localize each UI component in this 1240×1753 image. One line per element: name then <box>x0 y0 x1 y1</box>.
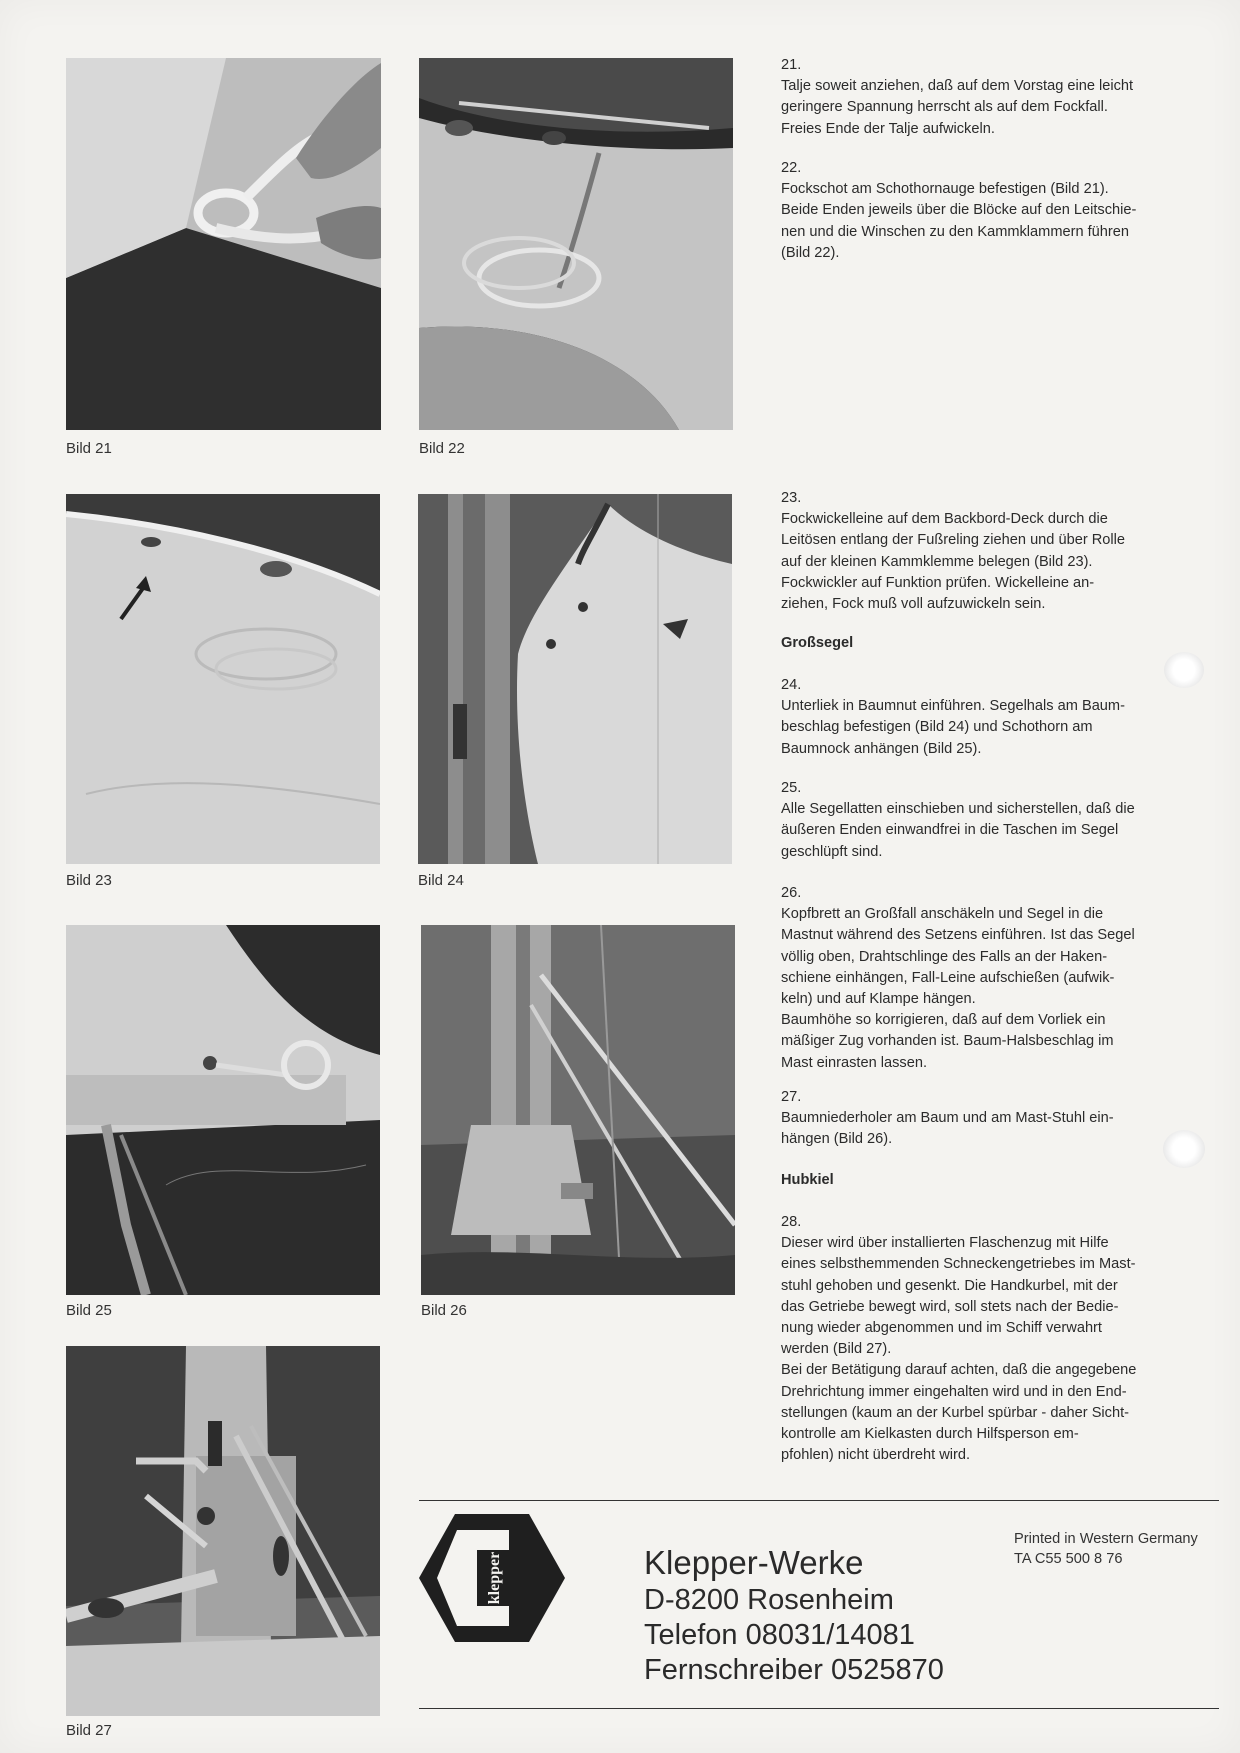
step-23 <box>781 488 1191 615</box>
step-text: Kopfbrett an Großfall anschäkeln und Segel in die Mastnut während des Setzens einführen. Ist das Segel völlig oben, Drahtschlinge des Falls an der Haken- schiene einhängen, Fall-Leine aufschießen (aufwik- keln) und auf Klampe hängen. Baumhöhe so korrigieren, daß auf dem Vorliek ein mäßiger Zug vorhanden ist. Baum-Halsbeschlag im Mast einrasten lassen. <box>781 906 1135 1071</box>
step-text: Fockwickelleine auf dem Backbord-Deck durch die Leitösen entlang der Fußreling ziehen und über Rolle auf der kleinen Kammklemme belegen (Bild 23). Fockwickler auf Funktion prüfen. Wickelleine an- ziehen, Fock muß voll aufzuwickeln sein. <box>781 511 1125 613</box>
paper-stain <box>1163 1130 1205 1168</box>
klepper-logo <box>417 1512 567 1644</box>
caption-bild-25: Bild 25 <box>66 1302 112 1319</box>
step-25 <box>781 778 1191 863</box>
company-name: Klepper-Werke <box>644 1544 864 1581</box>
step-text: Dieser wird über installierten Flaschenzug mit Hilfe eines selbsthemmenden Schneckengetriebes im Mast- stuhl gehoben und gesenkt. Die Handkurbel, mit der das Getriebe bewegt wird, soll stets nach der Bedie- nung wieder abgenommen und im Schiff verwahrt werden (Bild 27). Bei der Betätigung darauf achten, daß die angegebene Drehrichtung immer eingehalten wird und in den End- stellungen (kaum an der Kurbel spürbar - daher Sicht- kontrolle am Kielkasten durch Hilfsperson em- pfohlen) nicht überdreht wird. <box>781 1235 1137 1464</box>
step-number: 28. <box>781 1214 802 1230</box>
footer-top-rule <box>419 1500 1219 1501</box>
heading-grosssegel: Großsegel <box>781 635 854 651</box>
printed-line: Printed in Western Germany <box>1014 1531 1198 1547</box>
step-text: Alle Segellatten einschieben und sicherstellen, daß die äußeren Enden einwandfrei in die Taschen im Segel geschlüpft sind. <box>781 801 1135 860</box>
step-number: 25. <box>781 780 802 796</box>
photo-bild-21 <box>66 58 381 430</box>
print-code: TA C55 500 8 76 <box>1014 1551 1123 1567</box>
step-24 <box>781 675 1191 760</box>
caption-bild-26: Bild 26 <box>421 1302 467 1319</box>
step-number: 24. <box>781 677 802 693</box>
caption-bild-23: Bild 23 <box>66 872 112 889</box>
step-21 <box>781 55 1191 140</box>
logo-wordmark: klepper <box>486 1551 503 1605</box>
step-text: Fockschot am Schothornauge befestigen (Bild 21). Beide Enden jeweils über die Blöcke auf den Leitschie- nen und die Winschen zu den Kammklammern führen (Bild 22). <box>781 181 1137 261</box>
step-number: 27. <box>781 1089 802 1105</box>
caption-bild-21: Bild 21 <box>66 440 112 457</box>
step-26 <box>781 883 1191 1074</box>
company-telex: Fernschreiber 0525870 <box>644 1654 944 1686</box>
step-text: Talje soweit anziehen, daß auf dem Vorstag eine leicht geringere Spannung herrscht als auf dem Fockfall. Freies Ende der Talje aufwickeln. <box>781 78 1134 137</box>
step-28 <box>781 1212 1191 1466</box>
step-text: Baumniederholer am Baum und am Mast-Stuhl ein- hängen (Bild 26). <box>781 1110 1114 1148</box>
photo-bild-22 <box>419 58 733 430</box>
step-number: 23. <box>781 490 802 506</box>
paper-stain <box>1164 652 1204 688</box>
caption-bild-22: Bild 22 <box>419 440 465 457</box>
photo-bild-25 <box>66 925 380 1295</box>
caption-bild-27: Bild 27 <box>66 1722 112 1739</box>
company-phone: Telefon 08031/14081 <box>644 1619 915 1651</box>
photo-bild-26 <box>421 925 735 1295</box>
step-text: Unterliek in Baumnut einführen. Segelhals am Baum- beschlag befestigen (Bild 24) und Schothorn am Baumnock anhängen (Bild 25). <box>781 698 1125 757</box>
step-27 <box>781 1087 1191 1151</box>
photo-bild-27 <box>66 1346 380 1716</box>
step-number: 21. <box>781 57 802 73</box>
step-22 <box>781 158 1191 264</box>
print-info <box>1014 1529 1198 1569</box>
caption-bild-24: Bild 24 <box>418 872 464 889</box>
heading-hubkiel: Hubkiel <box>781 1172 834 1188</box>
company-address <box>644 1543 944 1688</box>
photo-bild-23 <box>66 494 380 864</box>
photo-bild-24 <box>418 494 732 864</box>
company-city: D-8200 Rosenheim <box>644 1584 894 1616</box>
step-number: 22. <box>781 160 802 176</box>
step-number: 26. <box>781 885 802 901</box>
footer-bottom-rule <box>419 1708 1219 1709</box>
